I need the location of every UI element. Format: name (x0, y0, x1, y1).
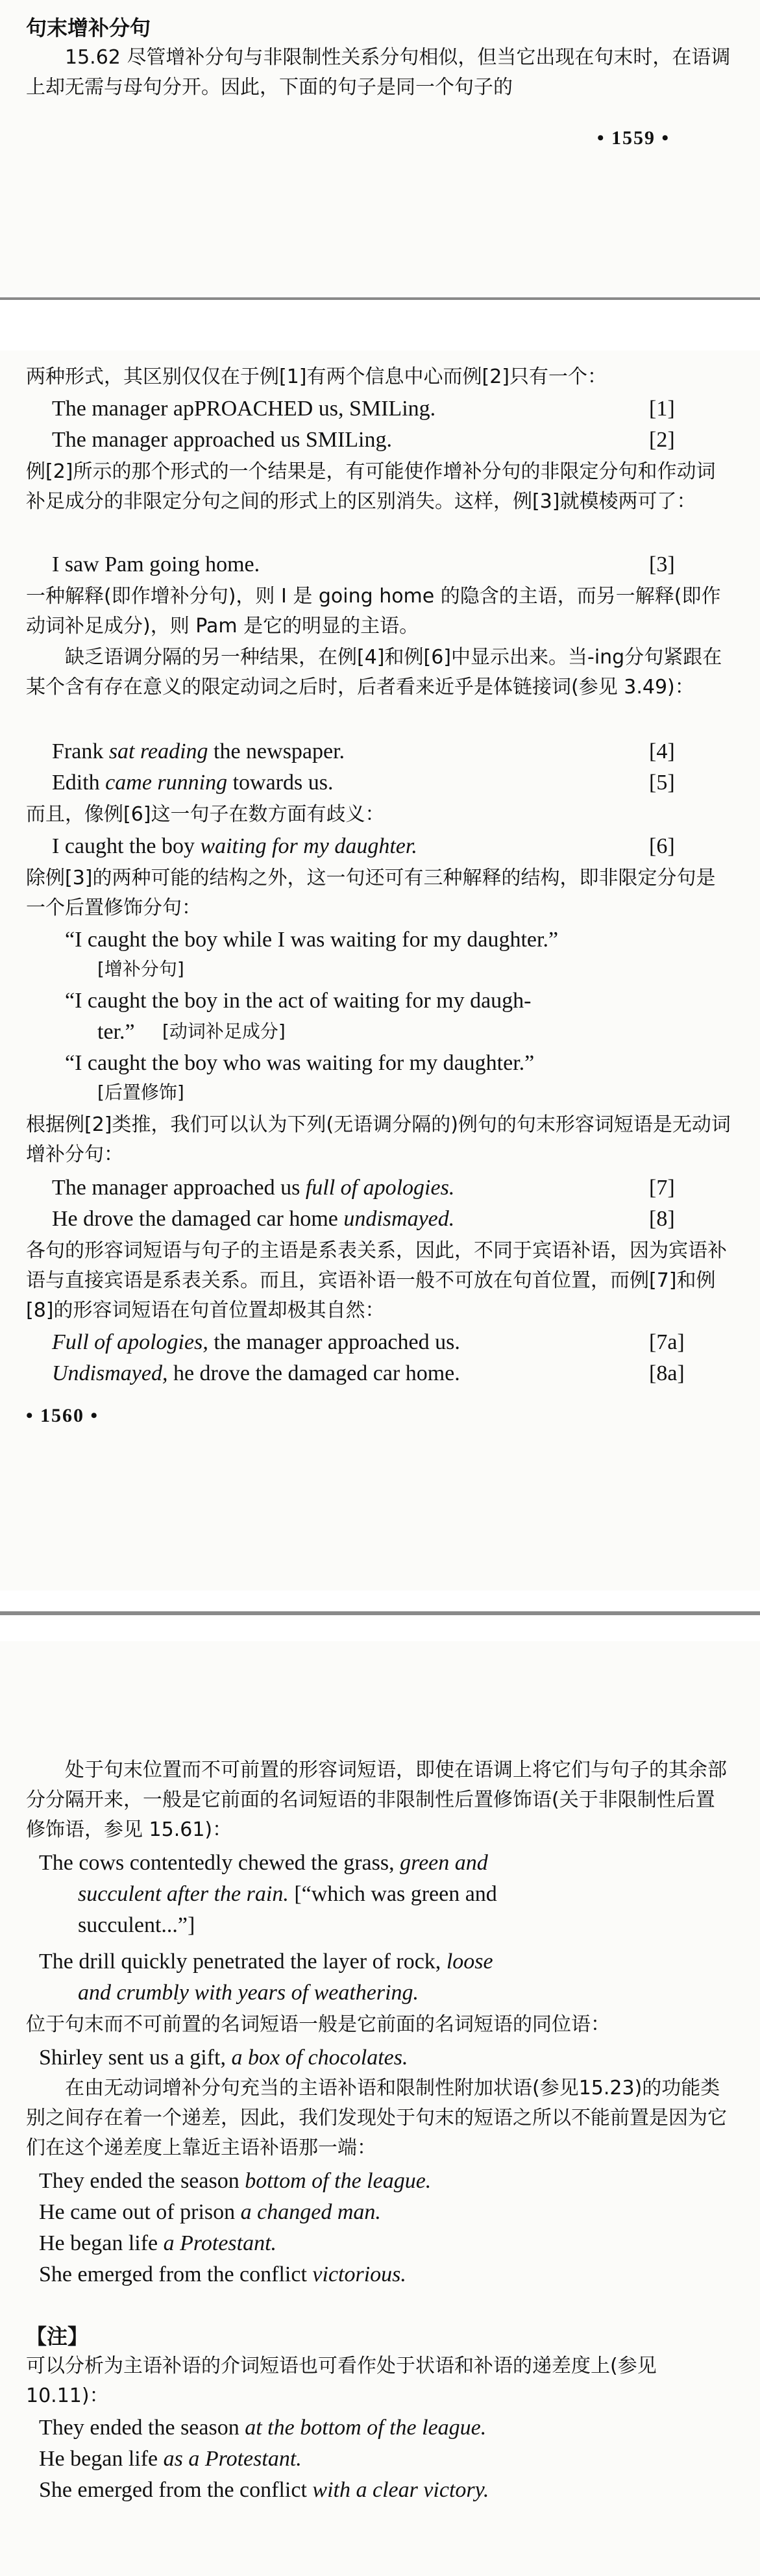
example-italic: green and (400, 1851, 488, 1875)
example-text: She emerged from the conflict (39, 2262, 313, 2286)
example-text: The manager approached us (52, 1176, 306, 1200)
example-text: The manager approached us SMILing. (52, 428, 392, 452)
section-number: 15.62 (65, 46, 121, 69)
example-9 (39, 2444, 302, 2475)
example-8 (39, 2412, 486, 2444)
page-2 (0, 351, 760, 1591)
example-italic: with a clear victory. (312, 2478, 489, 2502)
paragraph: 例[2]所示的那个形式的一个结果是，有可能使作增补分句的非限定分句和作动词补足成分的非限定分句之间的形式上的区别消失。这样，例[3]就模棱两可了： (26, 460, 716, 513)
example-2-line-2 (78, 1977, 419, 2009)
example-number: [6] (649, 834, 675, 858)
example-4 (39, 2166, 431, 2197)
example-italic: bottom of the league. (245, 2169, 432, 2193)
example-5 (39, 2197, 381, 2228)
interpretation-1: “I caught the boy while I was waiting for my daughter.” (65, 928, 559, 952)
example-italic: sat reading (108, 739, 208, 763)
example-italic: Undismayed, (52, 1361, 168, 1385)
example-text: The manager apPROACHED us, SMILing. (52, 397, 436, 421)
example-text: Shirley sent us a gift, (39, 2046, 232, 2070)
example-text: the newspaper. (208, 739, 345, 763)
example-text: He began life (39, 2231, 164, 2255)
paragraph: 位于句末而不可前置的名词短语一般是它前面的名词短语的同位语： (26, 2013, 610, 2036)
paragraph: 一种解释(即作增补分句)，则 I 是 going home 的隐含的主语，而另一解释(即作动词补足成分)，则 Pam 是它的明显的主语。 (26, 585, 721, 638)
example-text: The drill quickly penetrated the layer of rock, (39, 1950, 447, 1974)
page-divider (0, 1611, 760, 1615)
paragraph (26, 43, 733, 103)
example-text: [“which was green and (288, 1882, 497, 1906)
note-label: 【注】 (26, 2324, 89, 2349)
example-text: I saw Pam going home. (52, 552, 260, 576)
example-number: [1] (649, 397, 675, 421)
example-italic: a box of chocolates. (231, 2046, 408, 2070)
example-7 (39, 2259, 406, 2290)
interpretation-gloss: [动词补足成分] (162, 1021, 286, 1042)
example-10 (39, 2475, 489, 2506)
example-italic: victorious. (312, 2262, 406, 2286)
example-2 (52, 425, 675, 456)
interpretation-2-cont: ter.” (97, 1020, 135, 1044)
page-number: • 1560 • (26, 1405, 99, 1426)
example-text: They ended the season (39, 2169, 245, 2193)
example-italic: waiting for my daughter. (200, 834, 417, 858)
example-1-line-2 (78, 1879, 497, 1910)
example-3 (52, 549, 675, 580)
example-number: [5] (649, 771, 675, 795)
paragraph: 各句的形容词短语与句子的主语是系表关系，因此，不同于宾语补语，因为宾语补语与直接宾语是系表关系。而且，宾语补语一般不可放在句首位置，而例[7]和例[8]的形容词短语在句首位置却极其自然： (26, 1239, 727, 1322)
example-number: [7a] (649, 1330, 685, 1354)
example-7a (52, 1327, 685, 1358)
interpretation-gloss: [增补分句] (97, 958, 184, 980)
example-italic: a Protestant. (163, 2231, 277, 2255)
example-text: She emerged from the conflict (39, 2478, 313, 2502)
example-5 (52, 767, 675, 799)
example-text: He drove the damaged car home (52, 1207, 344, 1231)
example-number: [8] (649, 1207, 675, 1231)
example-number: [2] (649, 428, 675, 452)
example-italic: full of apologies. (305, 1176, 455, 1200)
example-text: He began life (39, 2447, 164, 2471)
page-1 (0, 0, 760, 295)
example-italic: at the bottom of the league. (245, 2416, 487, 2440)
example-text: Frank (52, 739, 109, 763)
example-italic: loose (446, 1950, 493, 1974)
paragraph: 根据例[2]类推，我们可以认为下列(无语调分隔的)例句的句末形容词短语是无动词增补分句： (26, 1113, 731, 1166)
note-text: 可以分析为主语补语的介词短语也可看作处于状语和补语的递差度上(参见 10.11)： (26, 2355, 657, 2407)
page-3 (0, 1641, 760, 2576)
example-italic: came running (105, 771, 228, 795)
example-1-line-1 (39, 1848, 488, 1879)
example-italic: Full of apologies, (52, 1330, 208, 1354)
example-italic: as a Protestant. (163, 2447, 302, 2471)
example-italic: and crumbly with years of weathering. (78, 1981, 419, 2005)
paragraph-text: 尽管增补分句与非限制性关系分句相似，但当它出现在句末时，在语调上却无需与母句分开。因此，下面的句子是同一个句子的 (26, 46, 731, 99)
example-6 (39, 2228, 276, 2259)
paragraph: 两种形式，其区别仅仅在于例[1]有两个信息中心而例[2]只有一个： (26, 365, 607, 388)
example-text: The cows contentedly chewed the grass, (39, 1851, 400, 1875)
example-text: They ended the season (39, 2416, 245, 2440)
section-heading: 句末增补分句 (26, 16, 151, 40)
example-1 (52, 393, 675, 425)
page-number: • 1559 • (597, 127, 670, 149)
example-number: [8a] (649, 1361, 685, 1385)
interpretation-2: “I caught the boy in the act of waiting for my daugh- (65, 989, 532, 1013)
paragraph: 而且，像例[6]这一句子在数方面有歧义： (26, 803, 385, 826)
example-6 (52, 831, 675, 862)
example-8 (52, 1204, 675, 1235)
example-number: [3] (649, 552, 675, 576)
example-text: He came out of prison (39, 2200, 241, 2224)
example-text: towards us. (227, 771, 334, 795)
example-text: he drove the damaged car home. (167, 1361, 460, 1385)
interpretation-3: “I caught the boy who was waiting for my daughter.” (65, 1051, 535, 1075)
example-2-line-1 (39, 1946, 493, 1977)
example-text: Edith (52, 771, 106, 795)
example-4 (52, 736, 675, 767)
example-text: the manager approached us. (208, 1330, 460, 1354)
page-divider (0, 297, 760, 300)
example-3 (39, 2042, 408, 2074)
example-7 (52, 1172, 675, 1204)
interpretation-gloss: [后置修饰] (97, 1082, 184, 1103)
example-number: [4] (649, 739, 675, 763)
example-italic: undismayed. (343, 1207, 455, 1231)
paragraph: 缺乏语调分隔的另一种结果，在例[4]和例[6]中显示出来。当-ing分句紧跟在某个含有存在意义的限定动词之后时，后者看来近乎是体链接词(参见 3.49)： (26, 646, 722, 699)
example-8a (52, 1358, 685, 1389)
paragraph: 处于句末位置而不可前置的形容词短语，即使在语调上将它们与句子的其余部分分隔开来，一般是它前面的名词短语的非限制性后置修饰语(关于非限制性后置修饰语，参见 15.61)： (26, 1759, 727, 1841)
example-number: [7] (649, 1176, 675, 1200)
example-italic: a changed man. (240, 2200, 381, 2224)
example-italic: succulent after the rain. (78, 1882, 289, 1906)
paragraph: 除例[3]的两种可能的结构之外，这一句还可有三种解释的结构，即非限定分句是一个后置修饰分句： (26, 867, 716, 919)
example-1-line-3: succulent...”] (78, 1913, 195, 1937)
example-text: I caught the boy (52, 834, 201, 858)
paragraph: 在由无动词增补分句充当的主语补语和限制性附加状语(参见15.23)的功能类别之间存在着一个递差，因此，我们发现处于句末的短语之所以不能前置是因为它们在这个递差度上靠近主语补语那一端： (26, 2077, 727, 2159)
